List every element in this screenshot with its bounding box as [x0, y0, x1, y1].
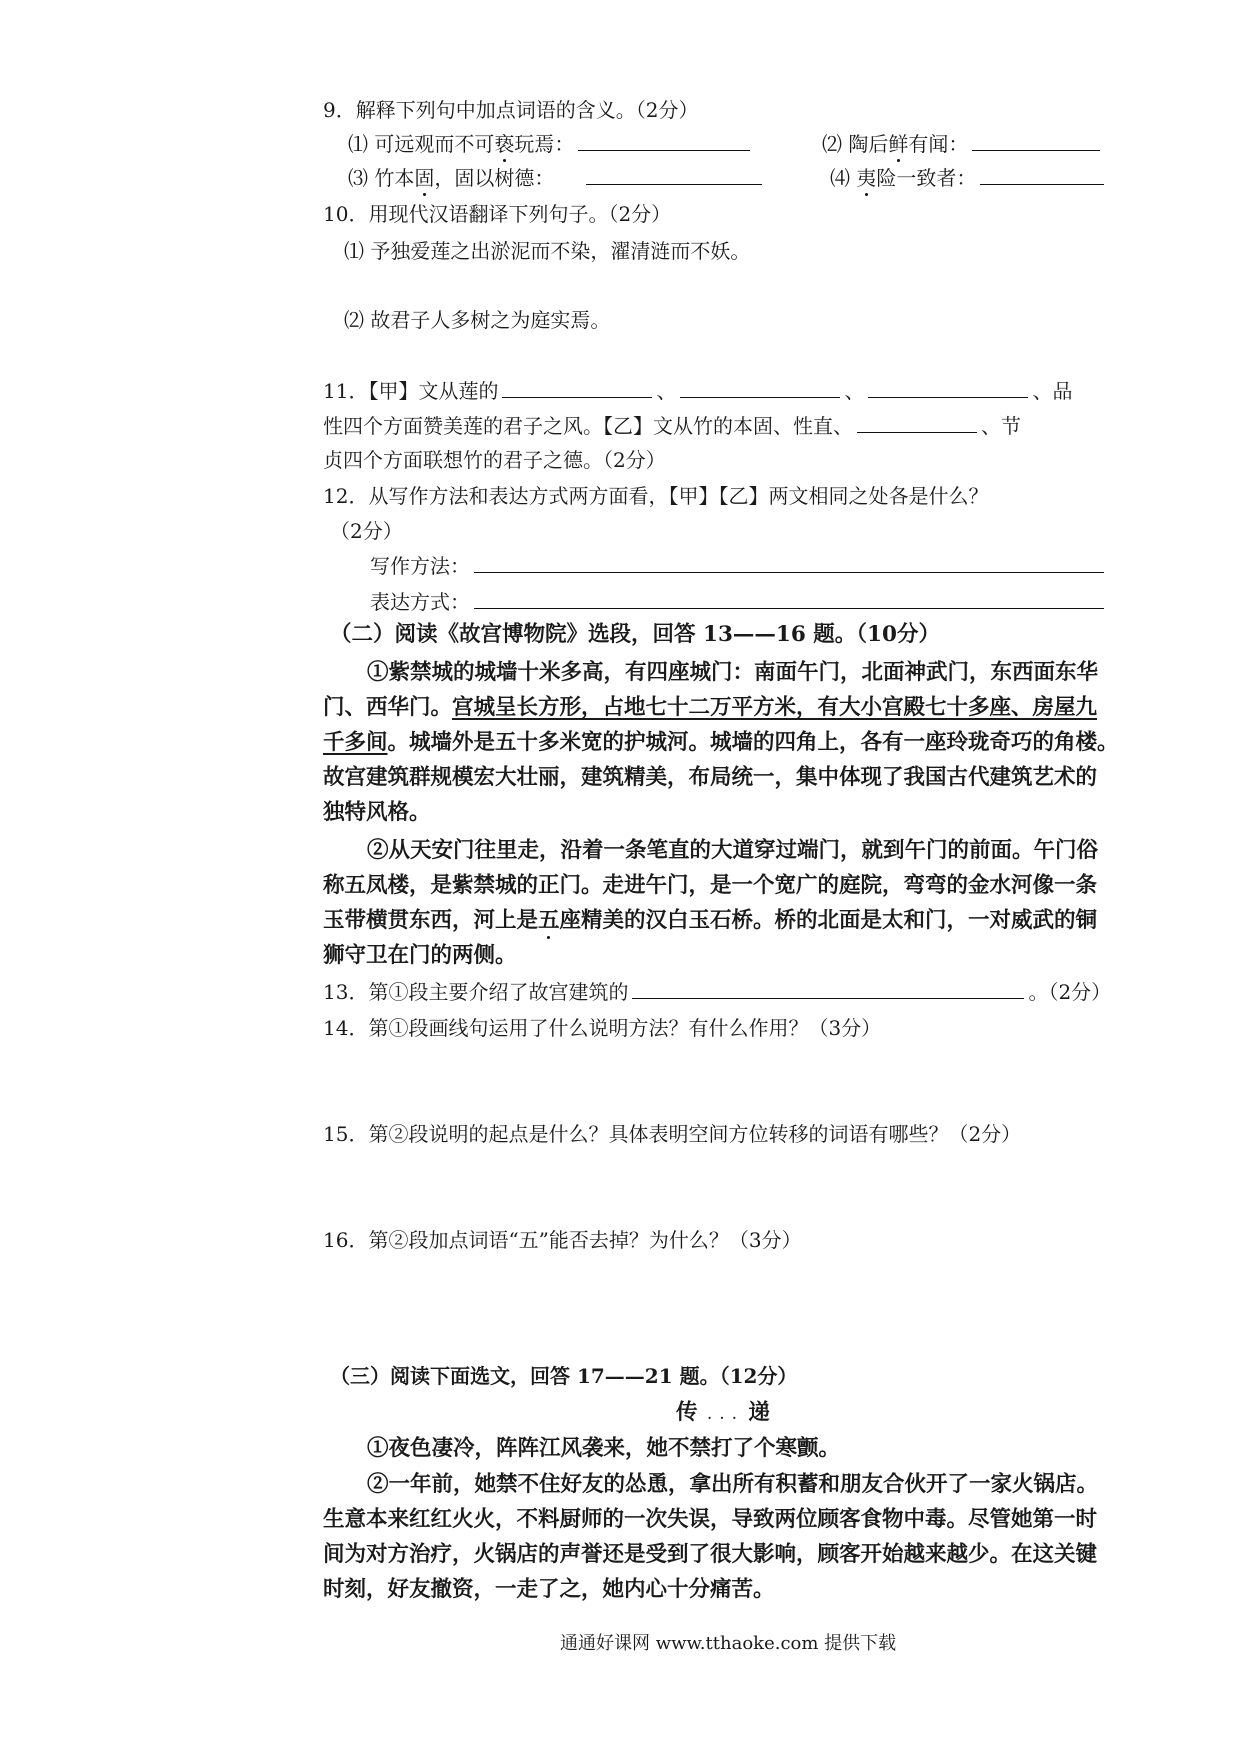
q16: 16．第②段加点词语“五”能否去掉？为什么？（3分）	[323, 1228, 802, 1252]
answer-blank[interactable]	[680, 377, 840, 398]
passage-2-p1-line-2: 门、西华门。宫城呈长方形，占地七十二万平方米，有大小宫殿七十多座、房屋九	[323, 695, 1098, 720]
q9-title: 9．解释下列句中加点词语的含义。（2分）	[323, 98, 699, 122]
q14: 14．第①段画线句运用了什么说明方法？有什么作用？（3分）	[323, 1016, 882, 1040]
dotted-word: 固	[414, 166, 435, 190]
passage-3-p2-line-4: 时刻，好友撤资，一走了之，她内心十分痛苦。	[323, 1577, 775, 1602]
answer-blank[interactable]	[474, 588, 1104, 609]
footer-credit: 通通好课网 www.tthaoke.com 提供下载	[560, 1633, 897, 1654]
passage-3-p2-line-2: 生意本来红红火火，不料厨师的一次失误，导致两位顾客食物中毒。尽管她第一时	[323, 1507, 1098, 1532]
q9-item-2: ⑵ 陶后鲜有闻：	[822, 130, 1104, 158]
q10-title: 10．用现代汉语翻译下列句子。（2分）	[323, 202, 672, 226]
passage-2-p2-line-1: ②从天安门往里走，沿着一条笔直的大道穿过端门，就到午门的前面。午门俗	[367, 838, 1099, 863]
q9-item-4: ⑷ 夷险一致者：	[830, 164, 1108, 192]
q11-line-2: 性四个方面赞美莲的君子之风。【乙】文从竹的本固、性直、 、节	[323, 414, 1021, 438]
q13: 13．第①段主要介绍了故宫建筑的 。（2分）	[323, 980, 1112, 1004]
answer-blank[interactable]	[586, 164, 762, 185]
q12-answer-expression: 表达方式：	[370, 588, 1108, 616]
answer-blank[interactable]	[578, 130, 750, 151]
passage-2-p1-line-1: ①紫禁城的城墙十米多高，有四座城门：南面午门，北面神武门，东西面东华	[367, 660, 1099, 685]
dotted-word: 五	[538, 908, 560, 933]
q11-line-3: 贞四个方面联想竹的君子之德。（2分）	[323, 448, 666, 472]
answer-blank[interactable]	[868, 377, 1028, 398]
dotted-word: 亵	[494, 132, 515, 156]
section-2-heading: （二）阅读《故宫博物院》选段，回答 13——16 题。（10分）	[330, 622, 940, 647]
answer-blank[interactable]	[474, 552, 1104, 573]
q10-sentence-1: ⑴ 予独爱莲之出淤泥而不染，濯清涟而不妖。	[344, 239, 751, 263]
answer-blank[interactable]	[857, 412, 977, 433]
passage-3-p2-line-3: 间为对方治疗，火锅店的声誉还是受到了很大影响，顾客开始越来越少。在这关键	[323, 1542, 1098, 1567]
passage-2-p1-line-3: 千多间。城墙外是五十多米宽的护城河。城墙的四角上，各有一座玲珑奇巧的角楼。	[323, 730, 1119, 755]
answer-blank[interactable]	[632, 978, 1024, 999]
q10-sentence-2: ⑵ 故君子人多树之为庭实焉。	[344, 308, 611, 332]
passage-3-p1: ①夜色凄冷，阵阵江风袭来，她不禁打了个寒颤。	[367, 1436, 841, 1461]
passage-2-p1-line-5: 独特风格。	[323, 800, 431, 825]
passage-2-p1-line-4: 故宫建筑群规模宏大壮丽，建筑精美，布局统一，集中体现了我国古代建筑艺术的	[323, 765, 1098, 790]
passage-3-title: 传 . . . 递	[676, 1400, 770, 1425]
q12-line-2: （2分）	[330, 519, 403, 543]
underlined-sentence: 千多间	[323, 730, 388, 755]
passage-2-p2-line-2: 称五凤楼，是紫禁城的正门。走进午门，是一个宽广的庭院，弯弯的金水河像一条	[323, 873, 1098, 898]
q15: 15．第②段说明的起点是什么？具体表明空间方位转移的词语有哪些？（2分）	[323, 1122, 1022, 1146]
q12-answer-method: 写作方法：	[370, 552, 1108, 580]
answer-blank[interactable]	[502, 377, 652, 398]
underlined-sentence: 宫城呈长方形，占地七十二万平方米，有大小宫殿七十多座、房屋九	[452, 695, 1098, 720]
passage-2-p2-line-4: 狮守卫在门的两侧。	[323, 943, 517, 968]
answer-blank[interactable]	[980, 164, 1104, 185]
section-3-heading: （三）阅读下面选文，回答 17——21 题。（12分）	[330, 1364, 798, 1388]
dotted-word: 夷	[856, 166, 877, 190]
q9-item-3: ⑶ 竹本固，固以树德：	[348, 164, 766, 192]
q12-line-1: 12．从写作方法和表达方式两方面看，【甲】【乙】两文相同之处各是什么？	[323, 484, 989, 508]
q11-line-1: 11．【甲】文从莲的 、 、 、品	[323, 379, 1073, 403]
passage-3-p2-line-1: ②一年前，她禁不住好友的怂恿，拿出所有积蓄和朋友合伙开了一家火锅店。	[367, 1472, 1099, 1497]
answer-blank[interactable]	[972, 130, 1100, 151]
passage-2-p2-line-3: 玉带横贯东西，河上是五座精美的汉白玉石桥。桥的北面是太和门，一对威武的铜	[323, 908, 1098, 933]
dotted-word: 鲜	[888, 132, 909, 156]
q9-item-1: ⑴ 可远观而不可亵玩焉：	[348, 130, 754, 158]
